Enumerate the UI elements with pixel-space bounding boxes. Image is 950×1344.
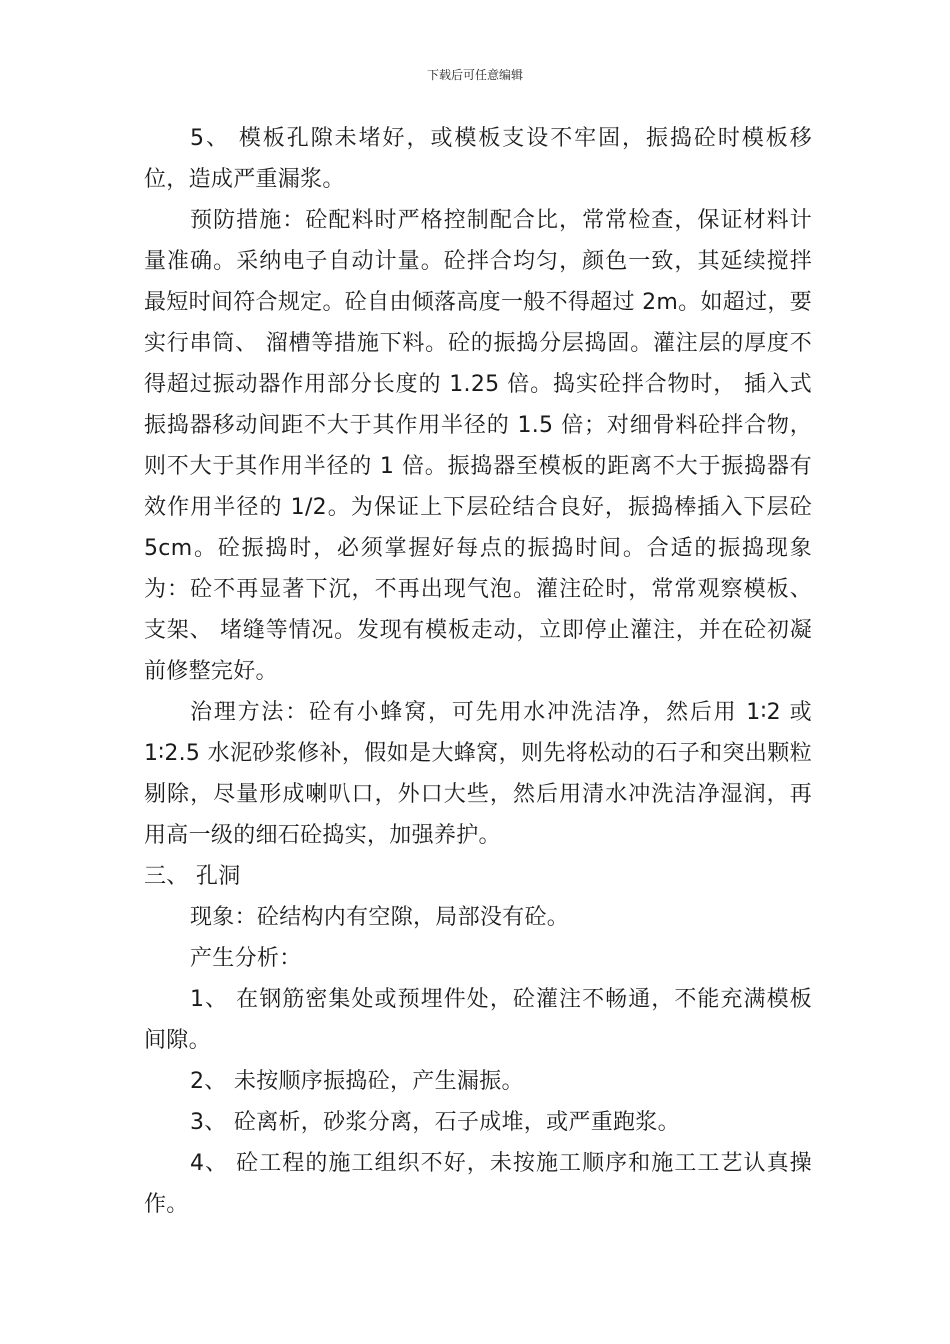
paragraph-item-5: 5、 模板孔隙未堵好，或模板支设不牢固，振捣砼时模板移位，造成严重漏浆。 <box>144 126 812 192</box>
paragraph-cause-2: 2、 未按顺序振捣砼，产生漏振。 <box>190 1069 524 1094</box>
paragraph-cause-1: 1、 在钢筋密集处或预埋件处，砼灌注不畅通，不能充满模板间隙。 <box>144 987 812 1053</box>
document-body <box>144 118 812 1225</box>
paragraph-analysis-label: 产生分析： <box>190 946 302 971</box>
page-header: 下载后可任意编辑 <box>426 68 523 82</box>
paragraph-cause-4: 4、 砼工程的施工组织不好，未按施工顺序和施工工艺认真操作。 <box>144 1151 812 1217</box>
paragraph-treatment: 治理方法：砼有小蜂窝，可先用水冲洗洁净，然后用 1∶2 或 1∶2.5 水泥砂浆修补，假如是大蜂窝，则先将松动的石子和突出颗粒剔除，尽量形成喇叭口，外口大些，然后用清水冲洗洁净湿润，再用高一级的细石砼捣实，加强养护。 <box>144 700 812 848</box>
paragraph-prevention: 预防措施：砼配料时严格控制配合比，常常检查，保证材料计量准确。采纳电子自动计量。砼拌合均匀，颜色一致，其延续搅拌最短时间符合规定。砼自由倾落高度一般不得超过 2m。如超过，要实行串筒、 溜槽等措施下料。砼的振捣分层捣固。灌注层的厚度不得超过振动器作用部分长度的 1.25 倍。捣实砼拌合物时， 插入式振捣器移动间距不大于其作用半径的 1.5 倍；对细骨料砼拌合物，则不大于其作用半径的 1 倍。振捣器至模板的距离不大于振捣器有效作用半径的 1/2。为保证上下层砼结合良好，振捣棒插入下层砼 5cm。砼振捣时，必须掌握好每点的振捣时间。合适的振捣现象为：砼不再显著下沉，不再出现气泡。灌注砼时，常常观察模板、 支架、 堵缝等情况。发现有模板走动，立即停止灌注，并在砼初凝前修整完好。 <box>144 208 812 684</box>
paragraph-cause-3: 3、 砼离析，砂浆分离，石子成堆，或严重跑浆。 <box>190 1110 680 1135</box>
section-heading: 三、 孔洞 <box>144 864 241 889</box>
paragraph-phenomenon: 现象：砼结构内有空隙，局部没有砼。 <box>190 905 570 930</box>
